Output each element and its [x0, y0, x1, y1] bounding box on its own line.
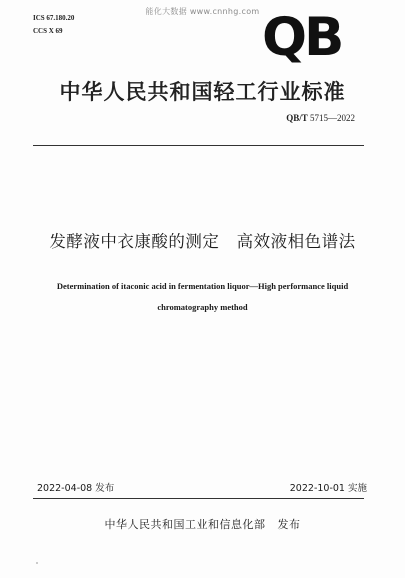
issue-date: 2022-04-08 发布: [37, 483, 115, 494]
standard-number-value: 5715—2022: [307, 113, 355, 123]
top-divider: [33, 145, 364, 146]
standard-number: [286, 113, 355, 123]
publisher: 中华人民共和国工业和信息化部 发布: [104, 518, 301, 531]
ics-code: ICS 67.180.20: [33, 14, 75, 22]
industry-standard-title: 中华人民共和国轻工行业标准: [59, 80, 346, 104]
qb-logo: QB: [262, 7, 342, 68]
implementation-date: 2022-10-01 实施: [289, 483, 367, 494]
watermark-text: 能化大数据 www.cnnhg.com: [145, 7, 260, 16]
document-title-chinese: 发酵液中衣康酸的测定 高效液相色谱法: [49, 232, 356, 251]
ccs-code: CCS X 69: [33, 27, 63, 35]
document-title-english-line2: chromatography method: [157, 302, 248, 312]
standard-number-prefix: QB/T: [286, 113, 308, 123]
document-title-english-line1: Determination of itaconic acid in fermentation liquor—High performance liquid: [56, 281, 349, 291]
bottom-divider: [33, 498, 364, 499]
scan-speck: [36, 562, 38, 564]
